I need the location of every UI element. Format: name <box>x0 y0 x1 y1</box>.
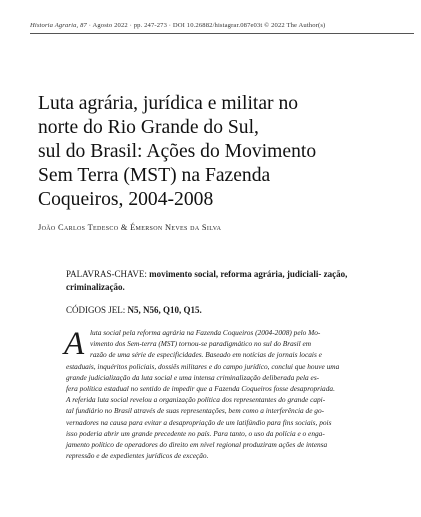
title-line: Coqueiros, 2004-2008 <box>38 189 214 210</box>
jel-value: N5, N56, Q10, Q15. <box>127 305 202 315</box>
header-rule <box>30 33 414 34</box>
title-line: norte do Rio Grande do Sul, <box>38 117 259 138</box>
article-title <box>38 92 398 212</box>
abstract-line: repressão e de expedientes jurídicos de exceção. <box>66 451 209 461</box>
title-line: Luta agrária, jurídica e militar no <box>38 93 299 114</box>
abstract-line: grande judicialização da luta social e uma intensa criminalização deliberada pela es- <box>66 372 320 382</box>
drop-cap: A <box>64 326 85 362</box>
abstract-line: estaduais, inquéritos policiais, dossiês militares e do campo jurídico, conclui que houve uma <box>66 361 340 371</box>
abstract-line: razão de uma série de especificidades. Baseado em notícias de jornais locais e <box>90 350 322 360</box>
abstract-line: vimento dos Sem-terra (MST) tornou-se paradigmático no sul do Brasil em <box>90 339 312 349</box>
abstract-line: jamento político de operadores do direito em nível regional produziram ações de intensa <box>66 439 328 449</box>
abstract-line: luta social pela reforma agrária na Fazenda Coqueiros (2004-2008) pelo Mo- <box>90 328 321 337</box>
title-line: Sem Terra (MST) na Fazenda <box>38 165 271 186</box>
journal-name: Historia Agraria, 87 <box>30 22 87 29</box>
abstract-line: tal fundiário no Brasil através de suas representações, bem como a interferência de go- <box>66 406 325 416</box>
jel-codes <box>66 304 366 317</box>
keywords-label: PALAVRAS-CHAVE: <box>66 269 147 279</box>
abstract <box>66 327 369 461</box>
abstract-line: A referida luta social revelou a organização política dos representantes do grande capi- <box>66 395 326 405</box>
authors: João Carlos Tedesco & Émerson Neves da Silva <box>38 223 222 232</box>
jel-label: CÓDIGOS JEL: <box>66 305 126 315</box>
issue-info: · Agosto 2022 · pp. 247-273 · DOI 10.26882/histagrar.087e03t © 2022 The Author(s) <box>86 22 326 29</box>
title-line: sul do Brasil: Ações do Movimento <box>38 141 317 162</box>
keywords <box>66 268 366 294</box>
keywords-value: movimento social, reforma agrária, judiciali- zação, criminalização. <box>66 269 348 292</box>
abstract-line: fera política estadual no sentido de impedir que a Fazenda Coqueiros fosse desapropriada. <box>66 383 335 393</box>
abstract-line: isso poderia abrir um grande precedente no país. Para tanto, o uso da polícia e o enga- <box>66 428 325 438</box>
running-head <box>30 22 414 29</box>
abstract-line: vernadores na causa para evitar a desapropriação de um latifúndio para fins sociais, pois <box>66 417 332 427</box>
